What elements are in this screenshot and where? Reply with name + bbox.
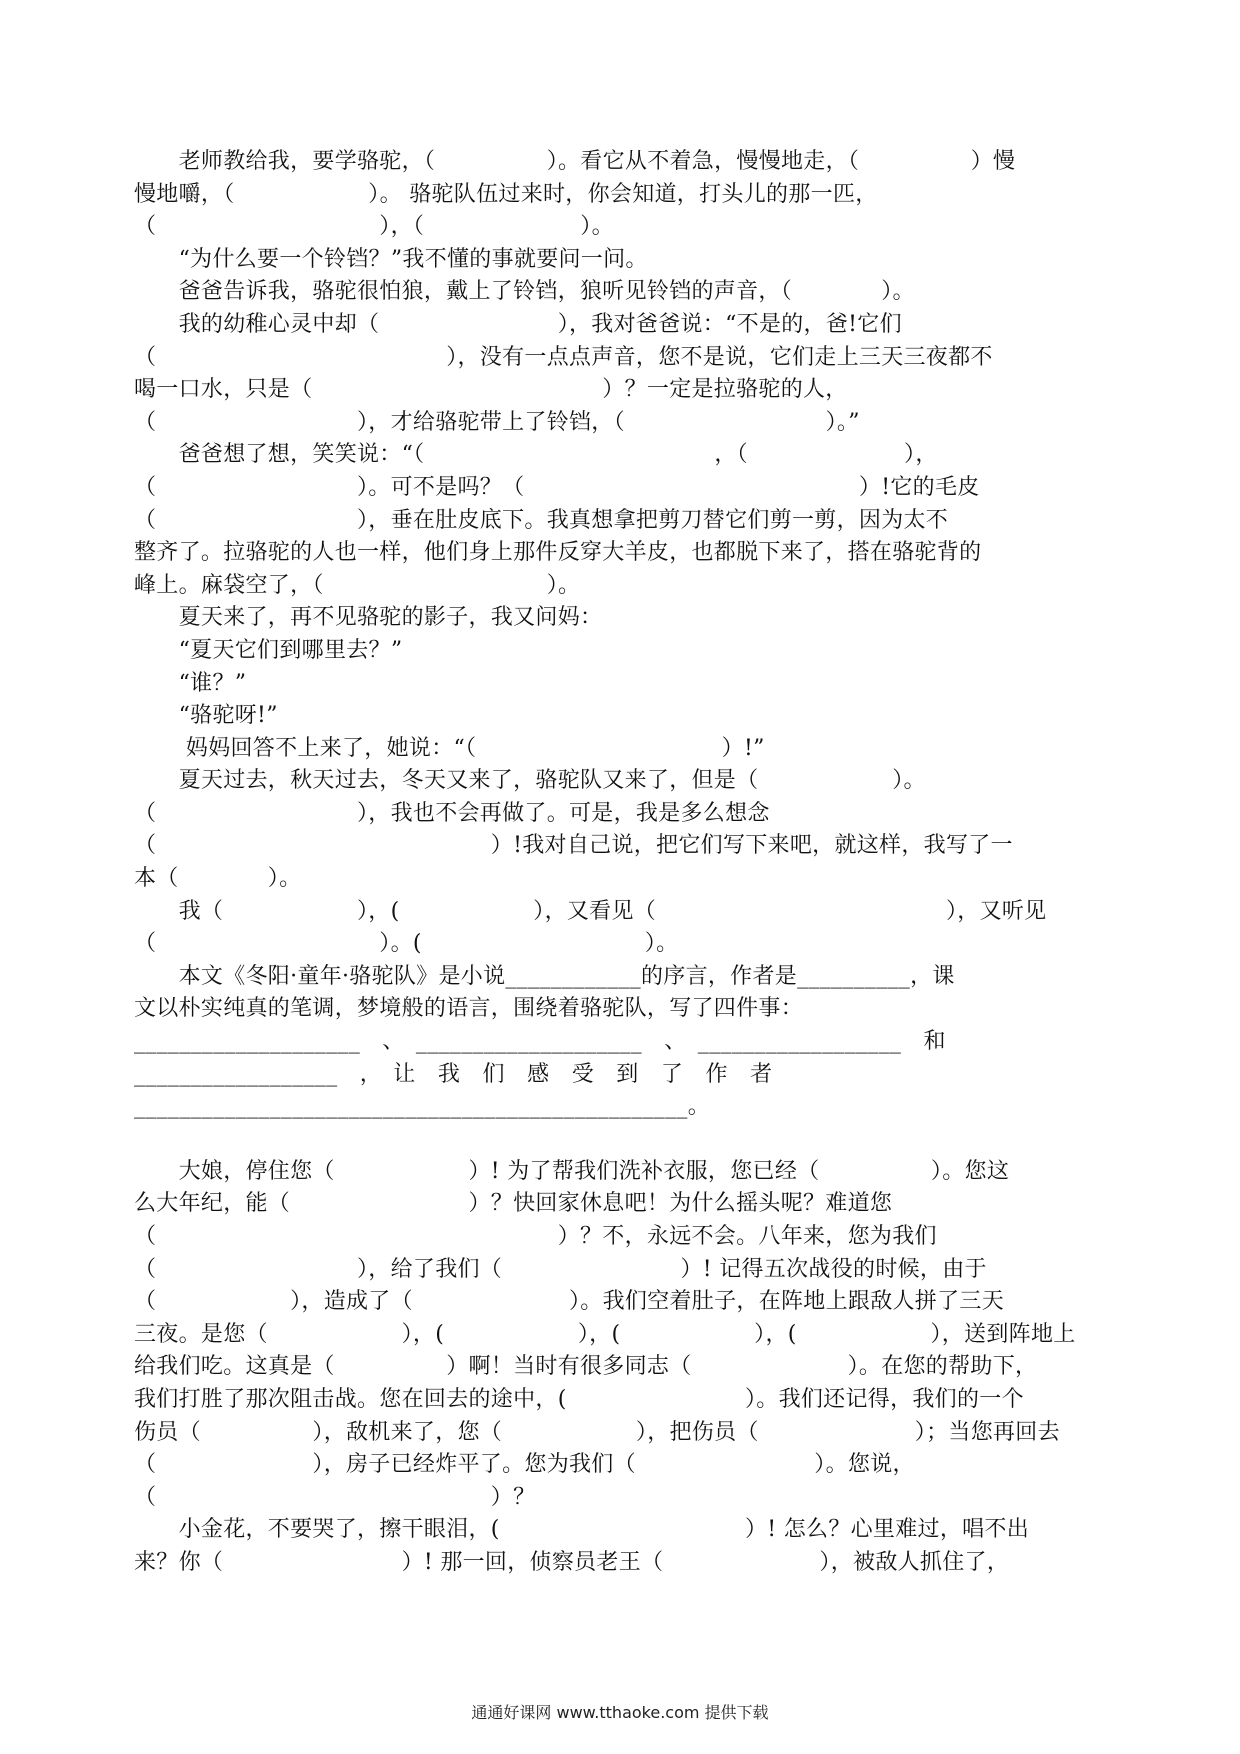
text-line: （ ），（ ）。 (134, 214, 614, 240)
text-line: 爸爸想了想，笑笑说：“（ ，（ ）， (134, 442, 938, 468)
text-line: （ ）？ (134, 1484, 536, 1510)
text-line: ____________________ 、 ____________________ 、 __________________ 和 (134, 1029, 946, 1055)
text-line: “谁？” (134, 670, 247, 696)
text-line: 我的幼稚心灵中却（ ），我对爸爸说：“不是的，爸!它们 (134, 311, 902, 337)
text-line: 伤员（ ），敌机来了，您（ ），把伤员（ ）；当您再回去 (134, 1419, 1060, 1445)
text-line: （ ），造成了（ ）。我们空着肚子，在阵地上跟敌人拼了三天 (134, 1289, 1005, 1315)
text-line: （ ）？不，永远不会。八年来，您为我们 (134, 1224, 937, 1249)
text-line: 文以朴实纯真的笔调，梦境般的语言，围绕着骆驼队，写了四件事： (134, 996, 804, 1022)
text-line: 慢地嚼，（ ）。 骆驼队伍过来时，你会知道，打头儿的那一匹， (134, 181, 878, 207)
text-line: __________________ ， 让 我 们 感 受 到 了 作 者 (134, 1061, 773, 1087)
text-line: （ ）!我对自己说，把它们写下来吧，就这样，我写了一 (134, 833, 1013, 859)
text-line: “为什么要一个铃铛？”我不懂的事就要问一问。 (134, 246, 648, 272)
text-line: 三夜。是您（ ），( ），( ），( ），送到阵地上 (134, 1321, 1076, 1347)
text-line: 来？你（ ）! 那一回，侦察员老王（ ），被敌人抓住了， (134, 1549, 1010, 1575)
text-line: 夏天过去，秋天过去，冬天又来了，骆驼队又来了，但是（ ）。 (134, 768, 926, 794)
text-line: “骆驼呀!” (134, 703, 278, 729)
text-line: （ ），才给骆驼带上了铃铛，（ ）。” (134, 409, 860, 435)
text-line: 小金花，不要哭了，擦干眼泪，( ）! 怎么？心里难过，唱不出 (134, 1517, 1030, 1543)
text-line: 老师教给我，要学骆驼，（ ）。看它从不着急，慢慢地走，（ ）慢 (134, 149, 1016, 174)
page-footer: 通通好课网 www.tthaoke.com 提供下载 (471, 1703, 769, 1722)
text-line: 我们打胜了那次阻击战。您在回去的途中，( ）。我们还记得，我们的一个 (134, 1386, 1024, 1412)
text-line: （ ），没有一点点声音，您不是说，它们走上三天三夜都不 (134, 344, 993, 370)
text-line: （ ），垂在肚皮底下。我真想拿把剪刀替它们剪一剪，因为太不 (134, 507, 949, 533)
text-line: （ ），房子已经炸平了。您为我们（ ）。您说， (134, 1452, 915, 1478)
section-gap (134, 1124, 1106, 1156)
text-line: _________________________________________________。 (134, 1094, 710, 1120)
text-line: 峰上。麻袋空了，（ ）。 (134, 572, 581, 598)
text-line: 本文《冬阳·童年·骆驼队》是小说____________的序言，作者是__________，课 (134, 963, 955, 989)
text-line: 给我们吃。这真是（ ）啊！当时有很多同志（ ）。在您的帮助下， (134, 1354, 1038, 1380)
text-line: 大娘，停住您（ ）! 为了帮我们洗补衣服，您已经（ ）。您这 (134, 1158, 1010, 1184)
text-line: 么大年纪，能（ ）？快回家休息吧！为什么摇头呢？难道您 (134, 1191, 893, 1217)
text-line: 本（ ）。 (134, 866, 302, 892)
text-line: 喝一口水，只是（ ）？一定是拉骆驼的人， (134, 377, 848, 403)
text-line: “夏天它们到哪里去？” (134, 637, 403, 663)
text-line: （ ）。可不是吗？（ ）!它的毛皮 (134, 474, 980, 500)
text-line: 夏天来了，再不见骆驼的影子，我又问妈： (134, 605, 603, 631)
text-line: （ ）。( ）。 (134, 931, 679, 957)
text-line: 整齐了。拉骆驼的人也一样，他们身上那件反穿大羊皮，也都脱下来了，搭在骆驼背的 (134, 540, 982, 566)
text-line: 妈妈回答不上来了，她说：“（ ）!” (134, 735, 765, 761)
text-line: 爸爸告诉我，骆驼很怕狼，戴上了铃铛，狼听见铃铛的声音，（ ）。 (134, 279, 915, 305)
text-line: （ ），给了我们（ ）! 记得五次战役的时候，由于 (134, 1256, 987, 1282)
text-line: 我（ ），( ），又看见（ ），又听见 (134, 898, 1047, 924)
text-line: （ ），我也不会再做了。可是，我是多么想念 (134, 800, 770, 826)
document-body (134, 146, 1106, 1580)
